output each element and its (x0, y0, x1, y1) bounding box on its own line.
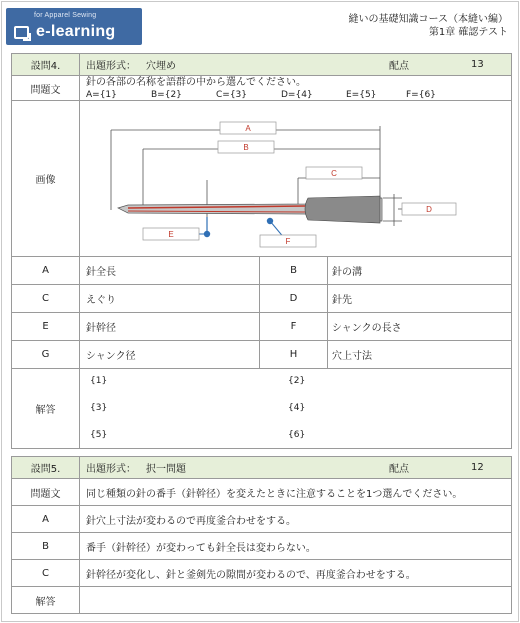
q4-question-text: 針の各部の名称を語群の中から選んでください。 (86, 76, 306, 88)
q4-header-row (12, 54, 512, 76)
label-box-d (402, 203, 456, 215)
q4-blank-e: E={5} (346, 89, 377, 100)
q4-blank-f: F={6} (406, 89, 436, 100)
q5-format: 択一問題 (146, 464, 186, 475)
q4-blank-c: C={3} (216, 89, 248, 100)
chapter-title: 第1章 確認テスト (428, 27, 508, 38)
q5-points: 12 (471, 462, 484, 473)
q5-answer-field[interactable] (80, 587, 512, 614)
q4-choice-row (12, 313, 512, 341)
choice-key: A (12, 257, 80, 285)
q5-question-label: 問題文 (12, 479, 80, 506)
choice-key: F (260, 313, 328, 340)
q5-number: 設問5. (12, 457, 80, 479)
label-box-f (260, 235, 316, 247)
choice-key: B (260, 257, 328, 284)
q4-answer-row (12, 369, 512, 449)
q4-number: 設問4. (12, 54, 80, 76)
choice-key: E (12, 313, 80, 341)
q4-blank-b: B={2} (151, 89, 182, 100)
q5-choice-row[interactable] (12, 533, 512, 560)
answer-blank-4[interactable]: {4} (288, 402, 306, 413)
label-box-e (143, 228, 199, 240)
q5-question-text: 同じ種類の針の番手（針幹径）を変えたときに注意することを1つ選んでください。 (80, 479, 512, 506)
logo-title: e-learning (36, 23, 116, 40)
choice-text: シャンク径 (80, 341, 260, 369)
answer-blank-3[interactable]: {3} (90, 402, 108, 413)
choice-key: C (12, 560, 80, 587)
q4-points: 13 (471, 59, 484, 70)
answer-blank-2[interactable]: {2} (288, 375, 306, 386)
svg-text:E: E (168, 229, 174, 239)
logo-subtitle: for Apparel Sewing (34, 12, 97, 19)
svg-text:B: B (243, 142, 249, 152)
choice-text: 針穴上寸法が変わるので再度釜合わせをする。 (80, 506, 512, 533)
answer-blank-5[interactable]: {5} (90, 429, 108, 440)
choice-text: 針全長 (80, 257, 260, 285)
svg-text:F: F (285, 236, 291, 246)
q4-answer-blanks (80, 370, 511, 448)
choice-text: 番手（針幹径）が変わっても針全長は変わらない。 (80, 533, 512, 560)
course-title: 縫いの基礎知識コース（本縫い編） (348, 14, 508, 25)
connector-e-dot (204, 230, 210, 236)
q4-blank-a: A={1} (86, 89, 117, 100)
q4-blank-d: D={4} (281, 89, 313, 100)
choice-text: 針先 (332, 295, 352, 306)
q4-points-label: 配点 (389, 61, 409, 72)
q4-answer-label: 解答 (12, 369, 80, 449)
label-box-a (220, 122, 276, 134)
q4-image-row (12, 101, 512, 257)
q5-choice-row[interactable] (12, 560, 512, 587)
q4-image-label: 画像 (12, 101, 80, 257)
choice-key: A (12, 506, 80, 533)
choice-text: シャンクの長さ (332, 323, 402, 334)
q4-choice-row (12, 257, 512, 285)
q4-format-label: 出題形式： (86, 61, 136, 72)
answer-blank-6[interactable]: {6} (288, 429, 306, 440)
choice-text: えぐり (80, 285, 260, 313)
svg-text:D: D (426, 204, 432, 214)
screen-pointer-icon (14, 26, 29, 39)
q4-question-label: 問題文 (12, 76, 80, 101)
q5-question-row (12, 479, 512, 506)
choice-text: 穴上寸法 (332, 351, 372, 362)
q4-choice-row (12, 285, 512, 313)
q4-question-row (12, 76, 512, 101)
label-box-b (218, 141, 274, 153)
q4-blanks (86, 89, 511, 100)
choice-key: C (12, 285, 80, 313)
q5-points-label: 配点 (389, 464, 409, 475)
q5-answer-row (12, 587, 512, 614)
svg-text:A: A (245, 123, 251, 133)
q5-choice-row[interactable] (12, 506, 512, 533)
logo (6, 8, 142, 45)
choice-key: G (12, 341, 80, 369)
answer-blank-1[interactable]: {1} (90, 375, 108, 386)
q5-answer-label: 解答 (12, 587, 80, 614)
q5-format-label: 出題形式： (86, 464, 136, 475)
label-box-c (306, 167, 362, 179)
choice-key: B (12, 533, 80, 560)
needle-shank (305, 196, 380, 223)
choice-text: 針の溝 (332, 267, 362, 278)
q5-header-row (12, 457, 512, 479)
q4-format: 穴埋め (146, 61, 176, 72)
question-5-table (11, 456, 512, 614)
choice-text: 針幹径 (80, 313, 260, 341)
needle-diagram (80, 102, 510, 256)
choice-key: D (260, 285, 328, 312)
svg-text:C: C (331, 168, 337, 178)
q4-choice-row (12, 341, 512, 369)
choice-text: 針幹径が変化し、針と釜剣先の隙間が変わるので、再度釜合わせをする。 (80, 560, 512, 587)
choice-key: H (260, 341, 328, 368)
question-4-table (11, 53, 512, 449)
